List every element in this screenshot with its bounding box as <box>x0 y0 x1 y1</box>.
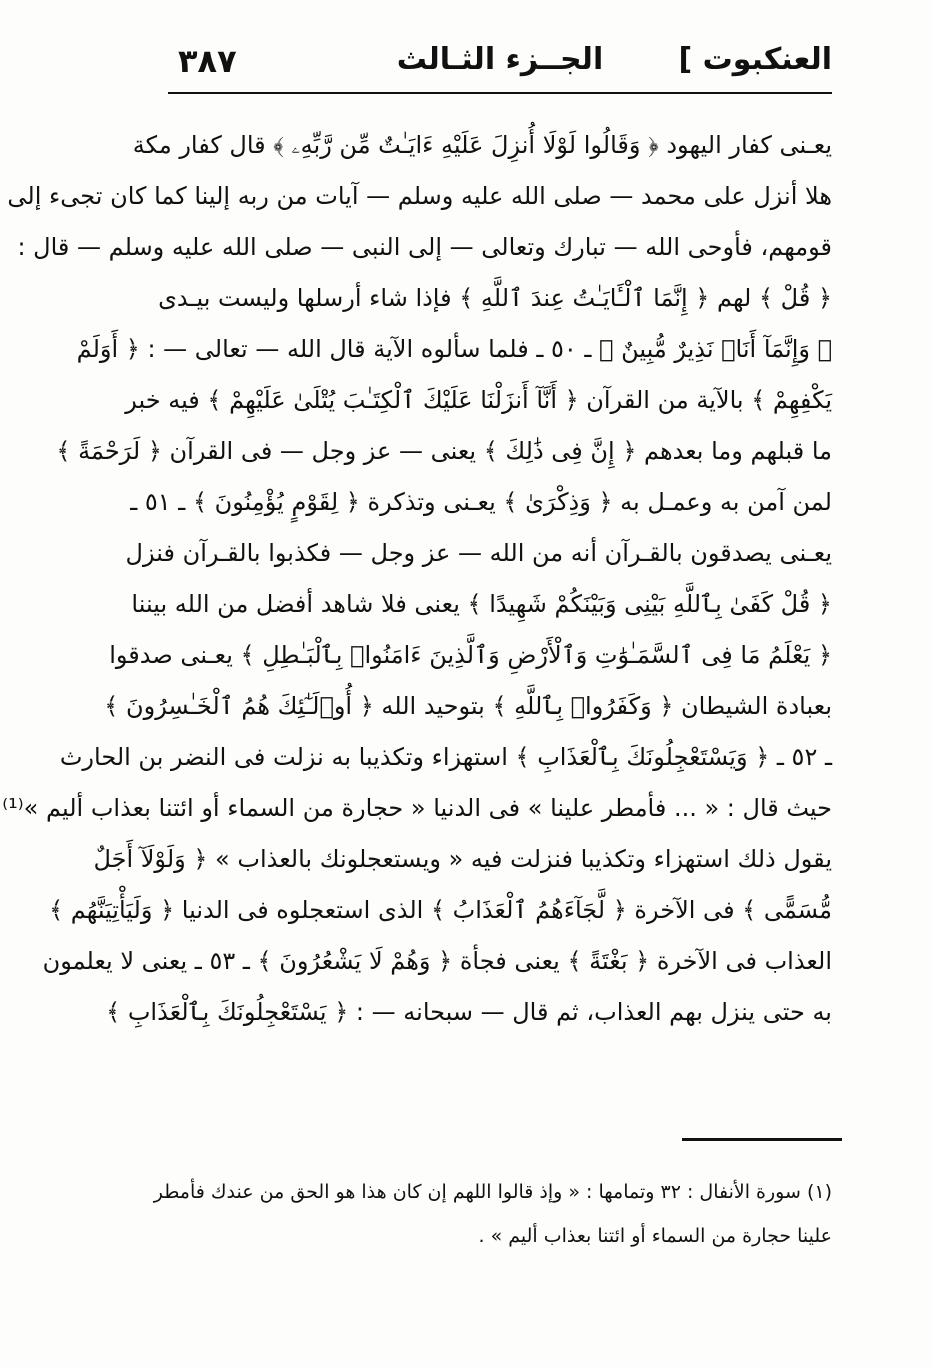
text-line: بعبادة الشيطان ﴿ وَكَفَرُوا۟ بِٱللَّهِ ﴾ بتوحيد الله ﴿ أُو۟لَـٰٓئِكَ هُمُ ٱلْخَـٰسِرُونَ ﴾ <box>104 692 832 720</box>
text-line: ما قبلهم وما بعدهم ﴿ إِنَّ فِى ذَٰلِكَ ﴾ يعنى — عز وجل — فى القرآن ﴿ لَرَحْمَةً ﴾ <box>56 437 832 465</box>
surah-name: العنكبوت ] <box>678 42 832 77</box>
footnote <box>153 1170 832 1258</box>
text-line: ﴿ يَعْلَمُ مَا فِى ٱلسَّمَـٰوَٰتِ وَٱلْأَرْضِ وَٱلَّذِينَ ءَامَنُوا۟ بِٱلْبَـٰطِلِ ﴾ يعـنى صدقوا <box>109 641 832 669</box>
text-line: ﴿ قُلْ كَفَىٰ بِٱللَّهِ بَيْنِى وَبَيْنَكُمْ شَهِيدًا ﴾ يعنى فلا شاهد أفضل من الله بيننا <box>131 590 832 618</box>
footnote-line: (١) سورة الأنفال : ٣٢ وتمامها : « وإذ قالوا اللهم إن كان هذا هو الحق من عندك فأمطر <box>153 1181 832 1203</box>
text-line: مُّسَمًّى ﴾ فى الآخرة ﴿ لَّجَآءَهُمُ ٱلْعَذَابُ ﴾ الذى استعجلوه فى الدنيا ﴿ وَلَيَأْتِيَنَّهُم ﴾ <box>49 896 832 924</box>
footnote-divider <box>682 1138 842 1141</box>
header-divider <box>168 92 832 94</box>
text-line: العذاب فى الآخرة ﴿ بَغْتَةً ﴾ يعنى فجأة ﴿ وَهُمْ لَا يَشْعُرُونَ ﴾ ـ ٥٣ ـ يعنى لا يعلمون <box>42 947 832 975</box>
text-line: به حتى ينزل بهم العذاب، ثم قال — سبحانه — : ﴿ يَسْتَعْجِلُونَكَ بِٱلْعَذَابِ ﴾ <box>106 998 832 1026</box>
text-line: يَكْفِهِمْ ﴾ بالآية من القرآن ﴿ أَنَّآ أَنزَلْنَا عَلَيْكَ ٱلْكِتَـٰبَ يُتْلَىٰ عَلَيْهِمْ ﴾ فيه خبر <box>125 386 832 414</box>
text-line: ﴿ قُلْ ﴾ لهم ﴿ إِنَّمَا ٱلْـَٔايَـٰتُ عِندَ ٱللَّهِ ﴾ فإذا شاء أرسلها وليست بيـدى <box>158 284 832 312</box>
text-line: ﴿ وَإِنَّمَآ أَنَا۠ نَذِيرٌ مُّبِينٌ ﴾ ـ ٥٠ ـ فلما سألوه الآية قال الله — تعالى — : ﴿ أَوَلَمْ <box>76 335 832 363</box>
text-line: يعـنى كفار اليهود ﴿ وَقَالُوا لَوْلَا أُنزِلَ عَلَيْهِ ءَايَـٰتٌ مِّن رَّبِّهِۦ ﴾ قال كفار مكة <box>132 131 832 159</box>
footnote-line: علينا حجارة من السماء أو ائتنا بعذاب أليم » . <box>478 1225 832 1247</box>
text-line: يعـنى يصدقون بالقـرآن أنه من الله — عز وجل — فكذبوا بالقـرآن فنزل <box>125 539 832 567</box>
text-line: هلا أنزل على محمد — صلى الله عليه وسلم — آيات من ربه إلينا كما كان تجىء إلى <box>7 182 832 210</box>
text-line: ـ ٥٢ ـ ﴿ وَيَسْتَعْجِلُونَكَ بِٱلْعَذَابِ ﴾ استهزاء وتكذيبا به نزلت فى النضر بن الحارث <box>59 743 832 771</box>
text-line: يقول ذلك استهزاء وتكذيبا فنزلت فيه « ويستعجلونك بالعذاب » ﴿ وَلَوْلَآ أَجَلٌ <box>93 845 832 873</box>
text-line: حيث قال : « ... فأمطر علينا » فى الدنيا « حجارة من السماء أو ائتنا بعذاب أليم »⁽¹⁾ <box>2 794 832 822</box>
body-text <box>2 120 832 1140</box>
text-line: لمن آمن به وعمـل به ﴿ وَذِكْرَىٰ ﴾ يعـنى وتذكرة ﴿ لِقَوْمٍ يُؤْمِنُونَ ﴾ ـ ٥١ ـ <box>130 488 832 516</box>
page-header <box>168 30 832 90</box>
part-title: الجــزء الثـالث <box>396 42 604 77</box>
page-number: ٣٨٧ <box>178 42 237 80</box>
text-line: قومهم، فأوحى الله — تبارك وتعالى — إلى النبى — صلى الله عليه وسلم — قال : <box>17 233 832 261</box>
